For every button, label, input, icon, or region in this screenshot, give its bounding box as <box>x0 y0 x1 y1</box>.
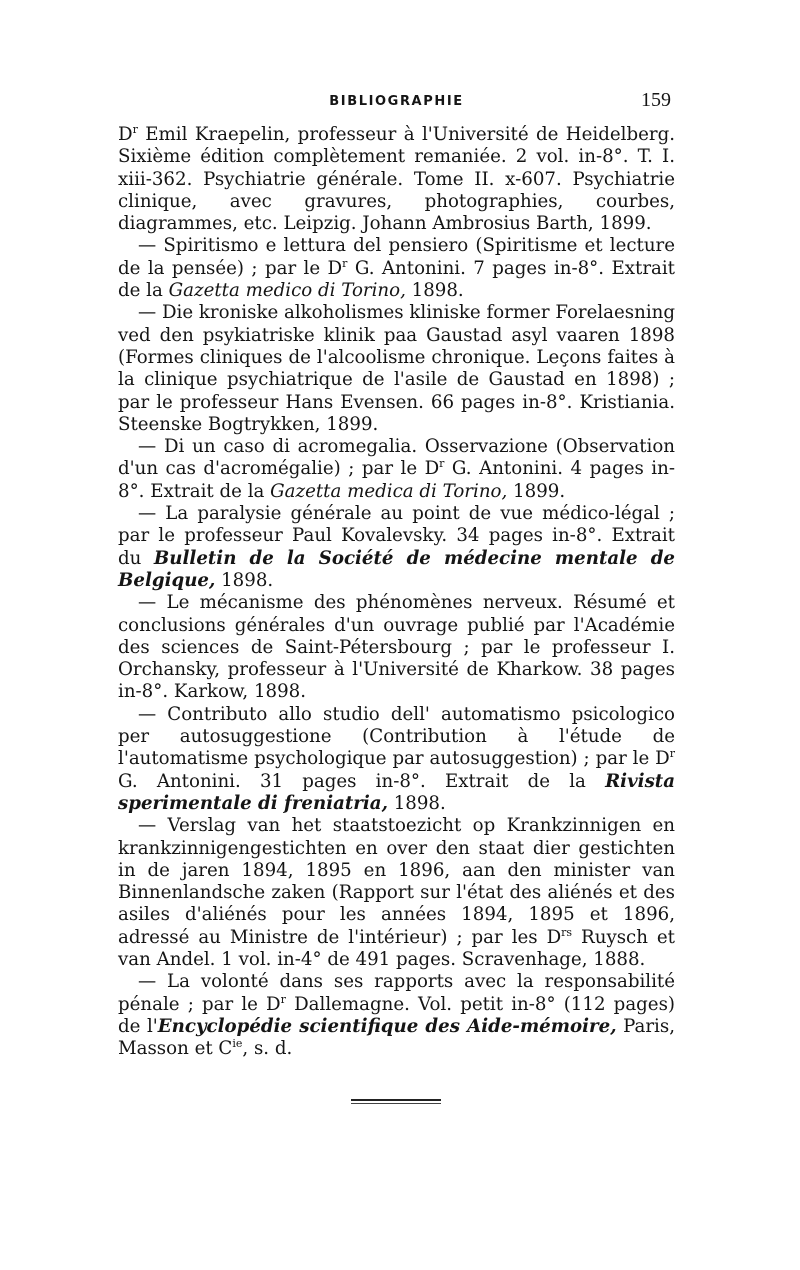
entry-text: Paris, Masson et C <box>118 1015 675 1060</box>
entry-italic-title: Bulletin de la Société de médecine mentale de Belgique, <box>118 547 676 591</box>
entry-text: 1898. <box>215 569 274 591</box>
entry-text: D <box>118 124 133 145</box>
entry-text: Ruysch et van Andel. 1 vol. in-4° de 491 pages. Scravenhage, 1888. <box>118 926 675 970</box>
bibliography-entry <box>118 302 675 436</box>
bibliography-entry <box>118 235 675 302</box>
entry-text: , s. d. <box>242 1038 293 1060</box>
entry-text: — Di un caso di acromegalia. Osservazione (Observation d'un cas d'acromégalie) ; par le D <box>118 436 675 480</box>
bibliography-entry <box>118 592 675 703</box>
running-title: BIBLIOGRAPHIE <box>329 94 464 109</box>
bibliography-entry <box>118 503 675 592</box>
entry-text: — Contributo allo studio dell' automatismo psicologico per autosuggestione (Contribution à l'étude de l'automatisme psychologique par autosuggestion) ; par le D <box>118 703 675 770</box>
entry-text: — Le mécanisme des phénomènes nerveux. Résumé et conclusions générales d'un ouvrage publié par l'Académie des sciences de Saint-Pétersbourg ; par le professeur I. Orchansky, professeur à l'Université de Kharkow. 38 pages in-8°. Karkow, 1898. <box>118 592 675 703</box>
entry-text: G. Antonini. 4 pages in-8°. Extrait de la <box>118 458 675 502</box>
bibliography-list <box>118 124 675 1060</box>
entry-superscript: r <box>132 122 138 136</box>
entry-italic-title: Gazetta medica di Torino, <box>270 480 508 502</box>
entry-superscript: ie <box>232 1037 243 1051</box>
entry-text: — La volonté dans ses rapports avec la responsabilité pénale ; par le D <box>118 971 675 1015</box>
bibliography-entry <box>118 971 675 1060</box>
entry-italic-title: Gazetta medico di Torino, <box>168 280 406 302</box>
entry-italic-title: Encyclopédie scientifique des Aide-mémoire, <box>157 1015 617 1037</box>
entry-text: 1899. <box>507 480 566 502</box>
entry-italic-title: Rivista sperimentale di freniatria, <box>118 770 675 814</box>
end-rule <box>351 1099 441 1101</box>
entry-superscript: rs <box>561 925 573 939</box>
page-number: 159 <box>641 89 671 111</box>
entry-text: 1898. <box>405 280 464 302</box>
entry-superscript: r <box>342 256 348 270</box>
entry-text: — Die kroniske alkoholismes kliniske former Forelaesning ved den psykiatriske klinik paa Gaustad asyl vaaren 1898 (Formes cliniques de l'alcoolisme chronique. Leçons faites à la clinique psychiatrique de l'asile de Gaustad en 1898) ; par le professeur Hans Evensen. 66 pages in-8°. Kristiania. Steenske Bogtrykken, 1899. <box>118 302 676 435</box>
running-head <box>118 88 675 124</box>
entry-text: 1898. <box>387 792 446 814</box>
entry-text: Emil Kraepelin, professeur à l'Université de Heidelberg. Sixième édition complètement remaniée. 2 vol. in-8°. T. I. xiii-362. Psychiatrie générale. Tome II. x-607. Psychiatrie clinique, avec gravures, photographies, courbes, diagrammes, etc. Leipzig. Johann Ambrosius Barth, 1899. <box>118 124 675 235</box>
book-page <box>118 88 675 1208</box>
entry-text: — La paralysie générale au point de vue médico-légal ; par le professeur Paul Kovalevsky. 34 pages in-8°. Extrait du <box>118 503 675 569</box>
entry-text: — Spiritismo e lettura del pensiero (Spiritisme et lecture de la pensée) ; par le D <box>118 235 675 279</box>
entry-superscript: r <box>439 457 445 471</box>
bibliography-entry <box>118 704 675 815</box>
end-rule-thin <box>351 1103 441 1104</box>
bibliography-entry <box>118 815 675 971</box>
entry-text: G. Antonini. 7 pages in-8°. Extrait de la <box>118 257 675 302</box>
entry-text: Dallemagne. Vol. petit in-8° (112 pages) de l' <box>118 993 676 1037</box>
entry-superscript: r <box>669 747 675 761</box>
entry-text: G. Antonini. 31 pages in-8°. Extrait de la <box>118 770 606 792</box>
bibliography-entry <box>118 124 675 235</box>
entry-text: — Verslag van het staatstoezicht op Krankzinnigen en krankzinnigengestichten en over den staat dier gestichten in de jaren 1894, 1895 en 1896, aan den minister van Binnenlandsche zaken (Rapport sur l'état des aliénés et des asiles d'aliénés pour les années 1894, 1895 et 1896, adressé au Ministre de l'intérieur) ; par les D <box>118 815 675 948</box>
bibliography-entry <box>118 436 675 503</box>
entry-superscript: r <box>280 992 286 1006</box>
